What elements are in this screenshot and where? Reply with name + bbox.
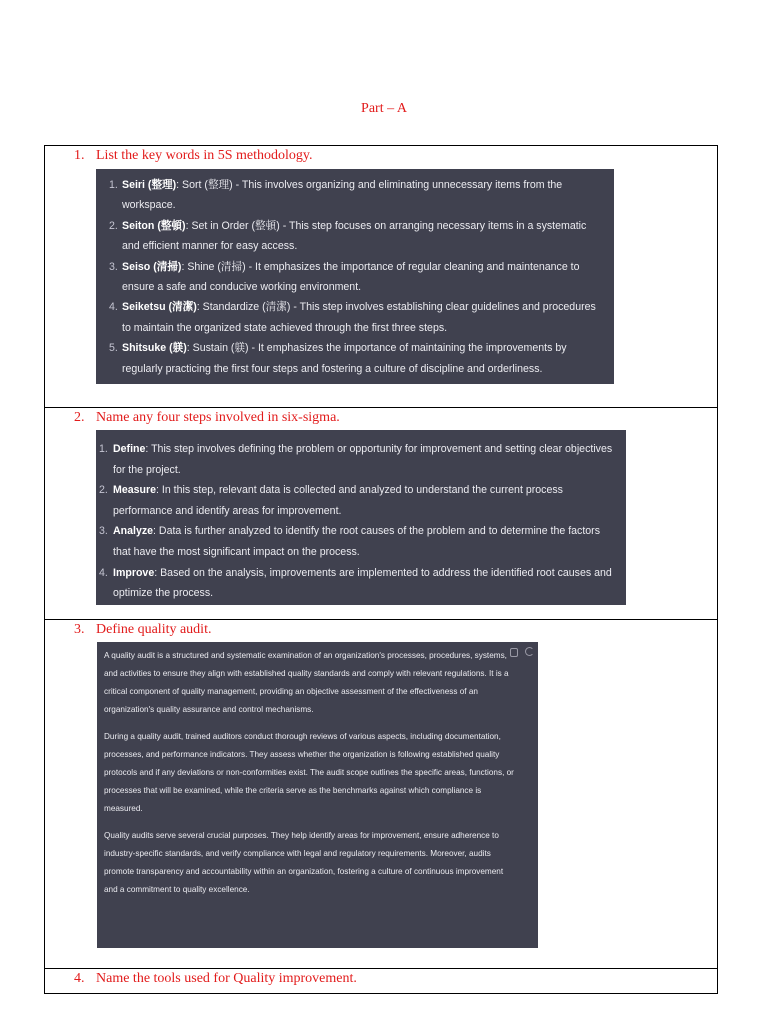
answer-panel-quality-audit: [97, 642, 538, 948]
answer-paragraph: Quality audits serve several crucial purposes. They help identify areas for improvement, ensure adherence to industry-specific standards, and verify compliance with legal and regulatory requirements. Moreover, audits promote transparency and accountability within an organization, fostering a culture of continuous improvement and a commitment to quality excellence.: [104, 831, 504, 894]
list-item: 1. Seiri (整理): Sort (整理) - This involves organizing and eliminating unnecessary items from the workspace.: [109, 179, 563, 212]
question-number: 1.: [74, 148, 85, 163]
question-number: 2.: [74, 410, 85, 425]
list-item: 3. Analyze: Data is further analyzed to identify the root causes of the problem and to determine the factors that have the most significant impact on the process.: [99, 525, 600, 558]
question-cell-2: [45, 408, 717, 620]
list-item: 3. Seiso (清掃): Shine (清掃) - It emphasizes the importance of regular cleaning and maintenance to ensure a safe and conducive working environment.: [109, 260, 580, 294]
regenerate-icon[interactable]: [525, 647, 534, 656]
question-1: [45, 146, 717, 164]
answer-panel-5s: [96, 169, 614, 384]
answer-panel-six-sigma: [96, 430, 626, 605]
list-item: 4. Seiketsu (清潔): Standardize (清潔) - This step involves establishing clear guidelines and procedures to maintain the organized state achieved through the first three steps.: [109, 301, 596, 334]
copy-icon[interactable]: [510, 648, 518, 657]
question-cell-1: [45, 146, 717, 408]
answer-list: [99, 439, 620, 604]
list-item: 4. Improve: Based on the analysis, improvements are implemented to address the identified root causes and optimize the process.: [99, 566, 612, 600]
question-text: Define quality audit.: [96, 622, 212, 637]
question-number: 4.: [74, 971, 85, 986]
answer-list: [109, 175, 606, 379]
list-item: 2. Measure: In this step, relevant data is collected and analyzed to understand the current process performance and identify areas for improvement.: [99, 484, 563, 517]
question-text: Name any four steps involved in six-sigma.: [96, 410, 340, 425]
question-cell-3: [45, 620, 717, 969]
answer-paragraph: A quality audit is a structured and systematic examination of an organization's processes, procedures, systems, and activities to ensure they align with established quality standards and comply with relevant regulations. It is a critical component of quality management, providing an objective assessment of the effectiveness of an organization's quality assurance and control mechanisms.: [104, 651, 509, 714]
list-item: 2. Seiton (整頓): Set in Order (整頓) - This step focuses on arranging necessary items in a systematic and efficient manner for easy access.: [109, 219, 587, 253]
question-number: 3.: [74, 622, 85, 637]
question-4: [45, 969, 717, 987]
question-3: [45, 620, 717, 638]
list-item: 1. Define: This step involves defining the problem or opportunity for improvement and setting clear objectives for the project.: [99, 443, 613, 476]
list-item: 5. Shitsuke (躾): Sustain (躾) - It emphasizes the importance of maintaining the improvements by regularly practicing the first four steps and fostering a culture of discipline and orderliness.: [109, 342, 567, 375]
part-title: Part – A: [361, 101, 407, 116]
question-2: [45, 408, 717, 426]
question-cell-4: [45, 969, 717, 993]
question-text: List the key words in 5S methodology.: [96, 148, 313, 163]
question-text: Name the tools used for Quality improvement.: [96, 971, 357, 986]
answer-paragraph: During a quality audit, trained auditors conduct thorough reviews of various aspects, including documentation, processes, and performance indicators. They assess whether the organization is following established quality protocols and if any deviations or non-conformities exist. The audit scope outlines the specific areas, functions, or processes that will be examined, while the criteria serve as the benchmarks against which compliance is measured.: [104, 732, 514, 813]
question-table: [44, 145, 718, 994]
